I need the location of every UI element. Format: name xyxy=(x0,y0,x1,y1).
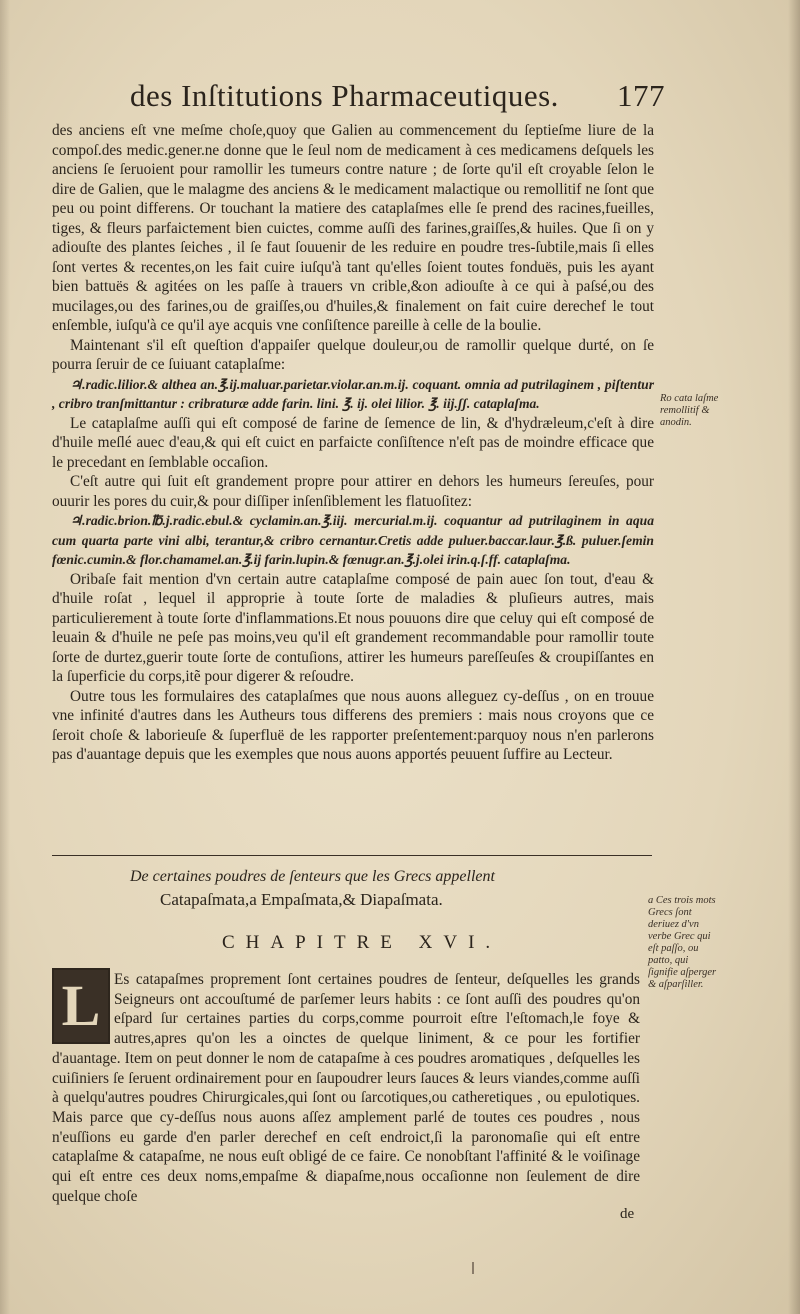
chapter-text xyxy=(52,970,640,1206)
section-rule xyxy=(52,855,652,856)
paragraph: Maintenant s'il eſt queſtion d'appaiſer quelque douleur,ou de ramollir quelque durté, on ſe pourra ſeruir de ce ſuiuant cataplaſme: xyxy=(52,336,654,373)
running-title: des Inſtitutions Pharmaceutiques. xyxy=(130,78,559,113)
main-text-block xyxy=(52,121,654,765)
pencil-mark xyxy=(472,1262,474,1274)
gutter-shadow xyxy=(0,0,10,1314)
chapter-paragraph: Es catapaſmes proprement ſont certaines poudres de ſenteur, deſquelles les grands Seigneurs ont accouſtumé de parſemer leurs habits : ce ſont auſſi des poudres qu'on eſpard ſur certaines parties du corps,comme pourroit eſtre l'eſtomach,le foye & autres,apres qu'on les a oinctes de quelque liniment, & ce pour les fortifier d'auantage. Item on peut donner le nom de catapaſme à ces poudres aromatiques , deſquelles les cuiſiniers ſe ſeruent ordinairement pour en ſaupoudrer leurs ſauces & leurs viandes,comme auſſi à quelqu'autres poudres Chirurgicales,qui ſont ou ſarcotiques,ou catheretiques , ou epulotiques. Mais parce que cy-deſſus nous auons aſſez amplement parlé de toutes ces poudres , nous n'euſſions eu garde d'en parler derechef en ceſt endroict,ſi la paronomaſie qui eſt entre cataplaſme & catapaſme, ne nous euſt obligé de ce faire. Ce nonobſtant l'affinité & le voiſinage qui eſt entre ces deux noms,empaſme & diapaſme,nous occaſionne non ſeulement de dire quelque choſe xyxy=(52,971,640,1205)
margin-note: Ro cata laſme remollitif & anodin. xyxy=(660,393,719,428)
paragraph: C'eſt autre qui ſuit eſt grandement propre pour attirer en dehors les humeurs ſereuſes, pour ouurir les pores du cuir,& pour diſſiper inſenſiblement les flatuoſitez: xyxy=(52,473,654,510)
drop-cap-spacer xyxy=(52,970,114,1046)
recipe: ♃.radic.brion.℔.j.radic.ebul.& cyclamin.an.℥.iij. mercurial.m.ij. coquantur ad putrilaginem in aqua cum quarta parte vini albi, terantur,& cribro cernantur.Cretis adde puluer.baccar.laur.℥.ß. puluer.ſemin fœnic.cumin.& flor.chamamel.an.℥.ij farin.lupin.& fœnugr.an.℥.j.olei irin.q.ſ.ff. cataplaſma. xyxy=(52,513,654,567)
catchword: de xyxy=(620,1206,635,1222)
drop-cap-initial: L xyxy=(52,968,110,1044)
paragraph: Oribaſe fait mention d'vn certain autre cataplaſme composé de pain auec ſon tout, d'eau & d'huile roſat , lequel il approprie à toute ſorte de maladies & pluſieurs autres, mais particulierement à toute ſorte d'inflammations.Et nous pouuons dire que celuy qui eſt composé de leuain & d'huile ne peſe pas moins,veu qu'il eſt grandement recommandable pour ramollir toute ſorte de durtez,guerir toute ſorte de contuſions, attirer les humeurs pareſſeuſes & croupiſſantes en la ſuperficie du corps,itẽ pour digerer & reſoudre. xyxy=(52,570,654,685)
section-subtitle-line2: Catapaſmata,a Empaſmata,& Diapaſmata. xyxy=(160,890,443,909)
recipe: ♃.radic.lilior.& althea an.℥.ij.maluar.parietar.violar.an.m.ij. coquant. omnia ad putrilaginem , piſtentur , cribro tranſmittantur : cribraturæ adde farin. lini. ℥. ij. olei lilior. ℥. iij.ʃʃ. cataplaſma. xyxy=(52,376,654,411)
margin-note: a Ces trois mots Grecs ſont deriuez d'vn verbe Grec qui eſt paſſo, ou patto, qui ſignifie aſperger & aſparſiller. xyxy=(648,895,717,990)
running-header xyxy=(130,78,670,114)
page-edge-shadow xyxy=(788,0,800,1314)
section-subtitle: De certaines poudres de ſenteurs que les Grecs appellent xyxy=(130,868,495,885)
page-number: 177 xyxy=(617,78,665,113)
paragraph: Le cataplaſme auſſi qui eſt composé de farine de ſemence de lin, & d'hydræleum,c'eſt à dire d'huile meſlé auec d'eau,& qui eſt cuict en parfaicte conſiſtence n'eſt pas de moindre efficace que le precedant en ſemblable occaſion. xyxy=(52,414,654,471)
paragraph: des anciens eſt vne meſme choſe,quoy que Galien au commencement du ſeptieſme liure de la compoſ.des medic.gener.ne donne que le ſeul nom de medicament à ces medicamens deſquels les anciens ſe ſeruoient pour ramollir les tumeurs contre nature ; de ſorte qu'il eſt croyable ſelon le dire de Galien, que le malagme des anciens & le medicament malactique ou remollitif ne ſont que peu ou point differens. Or touchant la matiere des cataplaſmes elle ſe prend des racines,fueilles, tiges, & fleurs parfaictement bien cuictes, comme auſſi des farines,graiſſes,& huiles. Que ſi on y adiouſte des plantes ſeiches , il ſe faut ſouuenir de les reduire en poudre tres-ſubtile,mais ſi elles ſont vertes & recentes,on les fait cuire iuſqu'à tant qu'elles ſoient toutes fonduës, puis les ayant bien battuës & agitées on les paſſe à trauers vn crible,&on adiouſte à ce qui à paſsé,ou des mucilages,ou des farines,ou de graiſſes,ou d'huiles,& finalement on fait cuire derechef le tout enſemble, iuſqu'à ce qu'il aye acquis vne conſiſtence pareille à celle de la boulie. xyxy=(52,122,654,334)
chapter-heading: CHAPITRE XVI. xyxy=(222,932,502,953)
paragraph: Outre tous les formulaires des cataplaſmes que nous auons alleguez cy-deſſus , on en trouue vne infinité d'autres dans les Autheurs tous differens des premiers : mais nous croyons que ce ſeroit choſe & laborieuſe & ſuperfluë de les rapporter preſentement:parquoy nous n'en parlerons pas d'auantage depuis que les exemples que nous auons apportés peuuent ſuffire au Lecteur. xyxy=(52,687,654,763)
